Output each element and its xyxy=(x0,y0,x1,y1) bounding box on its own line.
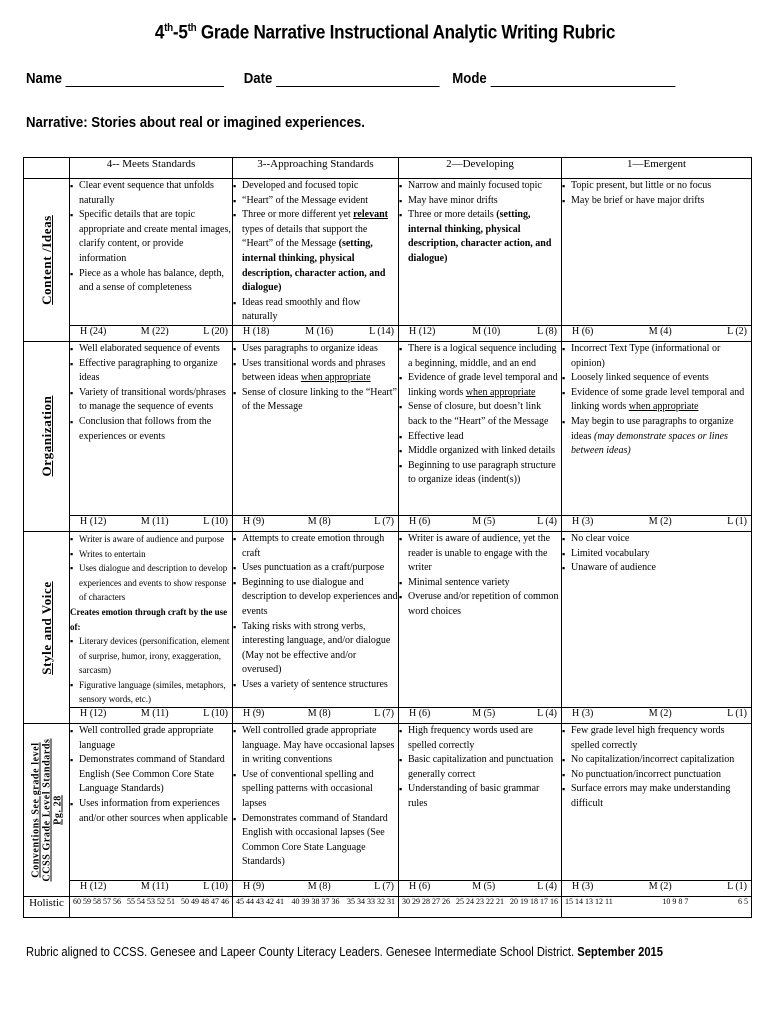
conventions-row xyxy=(24,724,752,881)
footer: Rubric aligned to CCSS. Genesee and Lapeer County Literacy Leaders. Genesee Intermediate School District. September 2015 xyxy=(26,944,664,959)
organization-level-4: ▪ Well elaborated sequence of events ▪ Effective paragraphing to organize ideas ▪ Variety of transitional words/phrases to manage the sequence of events ▪ Conclusion that follows from the experiences or events xyxy=(70,341,233,515)
category-organization: Organization xyxy=(24,341,70,531)
header-emergent: 1—Emergent xyxy=(562,158,752,179)
conventions-level-3: ▪ Well controlled grade appropriate language. May have occasional lapses in writing conventions ▪ Use of conventional spelling and spelling patterns with occasional lapses ▪ Demonstrates command of Standard English with occasional lapses (See Common Core State Language Standards) xyxy=(233,724,399,881)
page-title: 4th-5th Grade Narrative Instructional Analytic Writing Rubric xyxy=(154,22,616,44)
mode-label: Mode xyxy=(452,70,487,87)
holistic-label: Holistic xyxy=(24,897,70,918)
holistic-row: Holistic 60 59 58 57 56 55 54 53 52 51 50 49 48 47 46 45 44 43 42 41 40 39 38 37 36 35 34 33 32 31 30 29 28 27 26 25 24 23 22 21 20 19 18 17 16 15 14 13 12 11 10 9 8 7 6 5 xyxy=(24,897,752,918)
content-level-4: ▪ Clear event sequence that unfolds naturally ▪ Specific details that are topic appropriate and create mental images, clarify content, or provide information ▪ Piece as a whole has balance, depth, and a sense of completeness xyxy=(70,179,233,326)
organization-level-3: ▪ Uses paragraphs to organize ideas ▪ Uses transitional words and phrases between ideas when appropriate ▪ Sense of closure linking to the “Heart” of the Message xyxy=(233,341,399,515)
date-label: Date xyxy=(243,70,273,87)
corner-cell xyxy=(24,158,70,179)
style-level-1: ▪ No clear voice ▪ Limited vocabulary ▪ Unaware of audience xyxy=(562,531,752,707)
conventions-level-4: ▪ Well controlled grade appropriate language ▪ Demonstrates command of Standard English (See Common Core State Language Standards) ▪ Uses information from experiences and/or other sources when applicable xyxy=(70,724,233,881)
content-level-1: ▪ Topic present, but little or no focus ▪ May be brief or have major drifts xyxy=(562,179,752,326)
category-conventions: Conventions See grade level CCSS Grade Level Standards Pg. 28 xyxy=(24,724,70,897)
style-row xyxy=(24,531,752,707)
subtitle: Narrative: Stories about real or imagined experiences. xyxy=(26,114,365,131)
content-row xyxy=(24,179,752,326)
mode-field[interactable] xyxy=(490,72,675,87)
header-meets: 4-- Meets Standards xyxy=(70,158,233,179)
header-approaching: 3--Approaching Standards xyxy=(233,158,399,179)
header-fields xyxy=(26,70,675,87)
style-level-2: ▪ Writer is aware of audience, yet the reader is unable to engage with the writer ▪ Minimal sentence variety ▪ Overuse and/or repetition of common word choices xyxy=(399,531,562,707)
conventions-level-2: ▪ High frequency words used are spelled correctly ▪ Basic capitalization and punctuation generally correct ▪ Understanding of basic grammar rules xyxy=(399,724,562,881)
content-scores: H (24) M (22) L (20) H (18) M (16) L (14) H (12) M (10) L (8) H (6) M (4) L (2) xyxy=(24,325,752,341)
conventions-scores: H (12) M (11) L (10) H (9) M (8) L (7) H (6) M (5) L (4) H (3) M (2) L (1) xyxy=(24,881,752,897)
conventions-level-1: ▪ Few grade level high frequency words spelled correctly ▪ No capitalization/incorrect capitalization ▪ No punctuation/incorrect punctuation ▪ Surface errors may make understanding difficult xyxy=(562,724,752,881)
name-label: Name xyxy=(26,70,62,87)
rubric-table xyxy=(23,157,752,918)
organization-row xyxy=(24,341,752,515)
category-style: Style and Voice xyxy=(24,531,70,723)
content-level-2: ▪ Narrow and mainly focused topic ▪ May have minor drifts ▪ Three or more details (setting, internal thinking, physical description, character action, and dialogue) xyxy=(399,179,562,326)
date-field[interactable] xyxy=(276,72,440,87)
style-level-4: ▪ Writer is aware of audience and purpose ▪ Writes to entertain ▪ Uses dialogue and description to develop experiences and events to show response of characters Creates emotion through craft by the use of: ▪ Literary devices (personification, element of surprise, humor, irony, exaggeration, sarcasm) ▪ Figurative language (similes, metaphors, sensory words, etc.) xyxy=(70,531,233,707)
header-row xyxy=(24,158,752,179)
content-level-3: ▪ Developed and focused topic ▪ “Heart” of the Message evident ▪ Three or more different yet relevant types of details that support the “Heart” of the Message (setting, internal thinking, physical description, character action, and dialogue) ▪ Ideas read smoothly and flow naturally xyxy=(233,179,399,326)
organization-level-1: ▪ Incorrect Text Type (informational or opinion) ▪ Loosely linked sequence of events ▪ Evidence of some grade level temporal and linking words when appropriate ▪ May begin to use paragraphs to organize ideas (may demonstrate spaces or lines between ideas) xyxy=(562,341,752,515)
style-level-3: ▪ Attempts to create emotion through craft ▪ Uses punctuation as a craft/purpose ▪ Beginning to use dialogue and description to develop experiences and events ▪ Taking risks with strong verbs, interesting language, and/or dialogue (May not be effective and/or overused) ▪ Uses a variety of sentence structures xyxy=(233,531,399,707)
header-developing: 2—Developing xyxy=(399,158,562,179)
organization-scores: H (12) M (11) L (10) H (9) M (8) L (7) H (6) M (5) L (4) H (3) M (2) L (1) xyxy=(24,515,752,531)
organization-level-2: ▪ There is a logical sequence including a beginning, middle, and an end ▪ Evidence of grade level temporal and linking words when appropriate ▪ Sense of closure, but doesn’t link back to the “Heart” of the Message ▪ Effective lead ▪ Middle organized with linked details ▪ Beginning to use paragraph structure to organize ideas (indent(s)) xyxy=(399,341,562,515)
style-scores: H (12) M (11) L (10) H (9) M (8) L (7) H (6) M (5) L (4) H (3) M (2) L (1) xyxy=(24,708,752,724)
name-field[interactable] xyxy=(66,72,224,87)
category-content: Content /Ideas xyxy=(24,179,70,342)
